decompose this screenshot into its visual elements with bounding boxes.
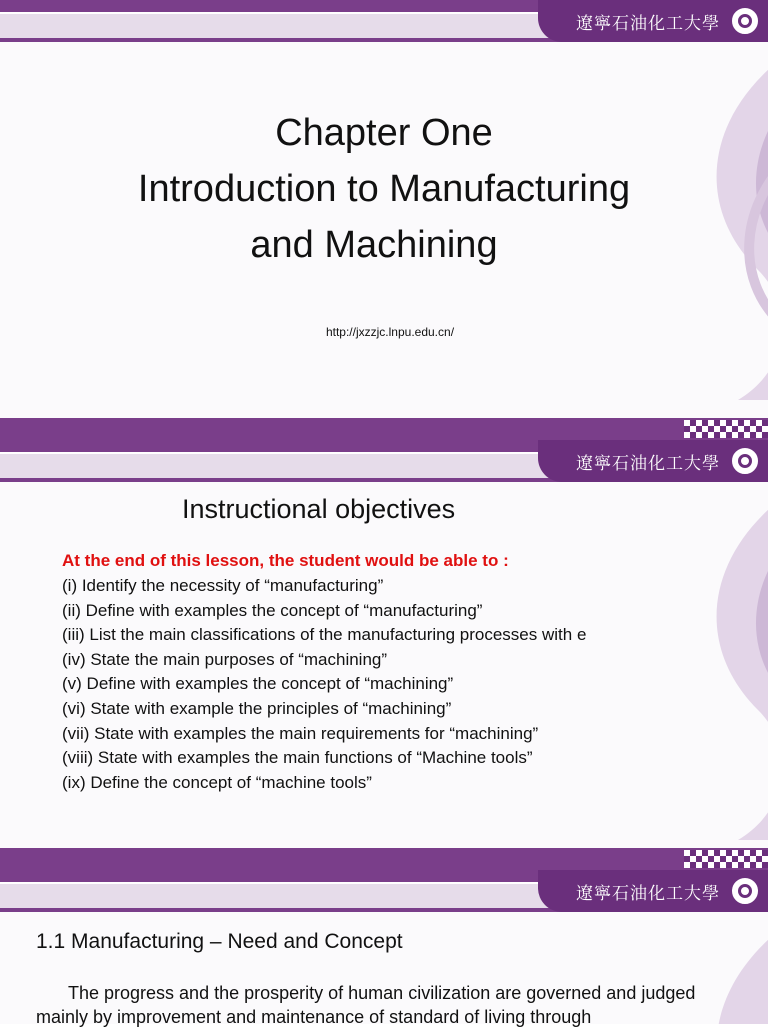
objective-item: (vii) State with examples the main requirements for “machining” [62, 723, 539, 743]
slide-header [0, 440, 768, 482]
swirl-decoration [588, 480, 768, 840]
objective-item: (iv) State the main purposes of “machining” [62, 649, 388, 669]
slide-header [0, 0, 768, 42]
objective-item: (viii) State with examples the main functions of “Machine tools” [62, 748, 533, 768]
objective-item: (ii) Define with examples the concept of “manufacturing” [62, 600, 483, 620]
section-heading: 1.1 Manufacturing – Need and Concept [36, 930, 403, 953]
objective-item: (v) Define with examples the concept of “machining” [62, 674, 454, 694]
school-name: 遼寧石油化工大學 [576, 454, 720, 474]
website-link[interactable]: http://jxzzjc.lnpu.edu.cn/ [325, 325, 455, 339]
slide-footer [0, 418, 768, 440]
university-logo-icon [732, 448, 758, 474]
slide-1 [0, 0, 768, 440]
section-paragraph: The progress and the prosperity of human civilization are governed and judged mainly by improvement and maintenance of standard of living through [36, 983, 696, 1027]
objective-item: (iii) List the main classifications of the manufacturing processes with e [62, 625, 587, 645]
objectives-heading: Instructional objectives [182, 494, 456, 524]
objectives-lead: At the end of this lesson, the student would be able to : [62, 551, 509, 570]
objective-item: (i) Identify the necessity of “manufacturing” [62, 576, 384, 595]
chapter-title: Chapter One [275, 112, 493, 154]
university-logo-icon [732, 8, 758, 34]
slide-header [0, 870, 768, 912]
chapter-subtitle-line1: Introduction to Manufacturing [137, 168, 631, 210]
checker-pattern [684, 420, 768, 438]
university-logo-icon [732, 878, 758, 904]
school-name: 遼寧石油化工大學 [576, 884, 720, 904]
objective-item: (vi) State with example the principles of “machining” [62, 698, 452, 718]
objective-item: (ix) Define the concept of “machine tools” [62, 772, 372, 792]
slide-footer [0, 848, 768, 870]
school-name: 遼寧石油化工大學 [576, 14, 720, 34]
checker-pattern [684, 850, 768, 868]
chapter-subtitle-line2: and Machining [250, 224, 498, 266]
objectives-list [62, 574, 586, 795]
